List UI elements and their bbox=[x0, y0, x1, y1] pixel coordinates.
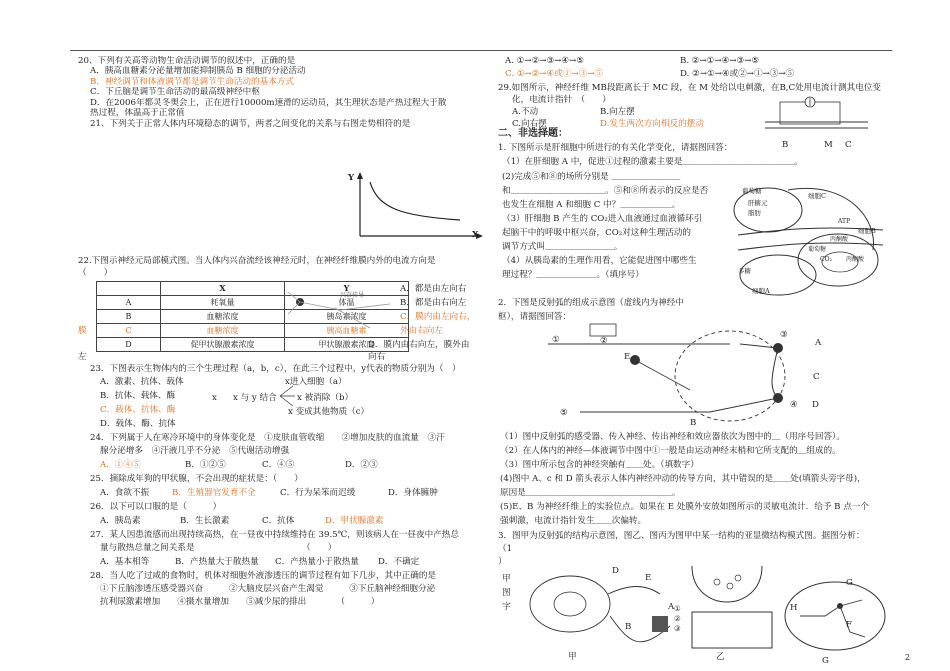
q24-option-b: B．①②⑤ bbox=[185, 460, 226, 470]
q23-process-x: x bbox=[212, 393, 217, 403]
q22-paren: （ ） bbox=[78, 268, 113, 278]
reflex-label: ③ bbox=[780, 330, 788, 340]
fig-yi-caption: 乙 bbox=[716, 652, 725, 662]
q20-option-d-cont: 热过程，体温高于正常值 bbox=[90, 108, 185, 119]
reflex-label: D bbox=[812, 400, 819, 410]
q22-option-c-cont: 外由右向左 bbox=[400, 326, 443, 336]
q29-label-c: C bbox=[845, 140, 852, 150]
liver-label: 多糖 bbox=[738, 267, 751, 275]
page-number: 2 bbox=[904, 653, 910, 663]
s1-q4: （4）从胰岛素的生理作用看，它能促进图中哪些生 bbox=[502, 256, 697, 266]
q23-option-d: D．载体、酶、抗体 bbox=[100, 419, 176, 429]
s1-q2: (2)完成⑤和⑧的场所分别是 ＿＿＿＿＿＿＿＿ bbox=[502, 172, 681, 182]
q29-diagram bbox=[760, 92, 875, 140]
table-cell: 血糖浓度 bbox=[161, 310, 285, 324]
s3-stem: 3．图甲为反射弧的结构示意图，图乙、图丙为图甲中某一结构的亚显微结构模式图。据图分析： bbox=[498, 531, 865, 541]
liver-label: 丙酮酸 bbox=[830, 236, 849, 243]
fig-jia-label: D bbox=[612, 566, 619, 576]
table-cell: 体温 bbox=[285, 296, 409, 310]
fig-jia-label: B bbox=[625, 622, 632, 632]
liver-label: CO₂ bbox=[820, 256, 832, 263]
table-cell: 促甲状腺激素浓度 bbox=[161, 338, 285, 352]
q29-option-c: C.向右摆 bbox=[512, 119, 547, 129]
reflex-label: E bbox=[624, 352, 631, 362]
q28-steps-cont: 抗利尿激素增加 ④摄水量增加 ⑤减少尿的排出 （ ） bbox=[100, 597, 380, 607]
q29-option-d: D.发生两次方向相反的摆动 bbox=[600, 119, 704, 129]
q25-option-c: C．行为呆笨而迟缓 bbox=[280, 488, 356, 498]
fig-bing-caption: G bbox=[822, 656, 829, 666]
table-cell: 胰岛素浓度 bbox=[285, 310, 409, 324]
q24-option-c: C．④⑤ bbox=[262, 460, 295, 470]
s2-q1: （1）图中反射弧的感受器、传入神经、传出神经和效应器依次为图中的＿（用序号回答）。 bbox=[500, 432, 845, 442]
q23-option-c: C．载体、抗体、酶 bbox=[100, 405, 176, 415]
table-cell: D bbox=[97, 338, 161, 352]
q25-option-b: B．生殖器官发育不全 bbox=[172, 488, 256, 498]
q23-process-b: x 被消除（b） bbox=[297, 393, 354, 403]
q20-option-c: C．下丘脑是调节生命活动的最高级神经中枢 bbox=[90, 87, 260, 98]
q24-option-a: A．①④⑤ bbox=[100, 460, 141, 470]
liver-label: 肝糖元 bbox=[748, 199, 768, 207]
section-title: 二、非选择题： bbox=[498, 128, 568, 139]
q26-option-b: B．生长激素 bbox=[180, 516, 230, 526]
q22-option-c: C．膜内由左向右， bbox=[400, 312, 476, 322]
reflex-label: ② bbox=[600, 336, 608, 346]
q27-option-a: A．基本相等 bbox=[100, 557, 150, 567]
q24-stem-cont: 腺分泌增多 ④汗液几乎不分泌 ⑤代谢活动增强 bbox=[100, 446, 290, 456]
q29-label-b: B bbox=[782, 140, 789, 150]
q20-stem: 20、下列有关高等动物生命活动调节的叙述中，正确的是 bbox=[78, 56, 296, 66]
q20-option-a: A．胰高血糖素分泌量增加能抑制胰岛 B 细胞的分泌活动 bbox=[90, 66, 306, 77]
q29-stem-cont: 化，电流计指针 （ ） bbox=[512, 95, 611, 105]
q22-stem: 22.下图示神经元局部模式图。当人体内兴奋流经该神经元时，在神经纤维膜内外的电流方向是 bbox=[78, 256, 436, 266]
q22-option-a: A．都是由左向右 bbox=[400, 284, 467, 294]
fig-yi-label: ② bbox=[674, 614, 681, 623]
fig-bing-label: G bbox=[846, 578, 853, 588]
fig-jia-diagram bbox=[520, 564, 680, 664]
q23-arrows bbox=[275, 382, 375, 412]
s2-stem-cont: 枢），请据图回答： bbox=[498, 312, 572, 322]
s2-q5-cont: 强刺激，电流计指针发生＿＿次偏转。 bbox=[500, 516, 647, 526]
reflex-label: B bbox=[690, 418, 697, 428]
q28-steps: ①下丘脑渗透压感受器兴奋 ②大脑皮层兴奋产生渴觉 ③下丘脑神经细胞分泌 bbox=[100, 584, 436, 594]
q21-axis-x: X bbox=[472, 230, 479, 240]
reflex-label: ① bbox=[552, 335, 560, 345]
q27-stem: 27．某人因患流感而出现持续高热，在一昼夜中持续维持在 39.5℃，则该病人在一昼夜中产热总 bbox=[90, 530, 459, 540]
left-column bbox=[78, 52, 478, 129]
liver-label: ATP bbox=[838, 218, 851, 225]
liver-label: 葡萄糖 bbox=[742, 187, 762, 195]
q27-stem-cont: 量与散热总量之间关系是 （ ） bbox=[100, 543, 337, 553]
s1-q2-cont: 和＿＿＿＿＿＿＿＿＿＿＿。⑤和⑧所表示的反应是否 bbox=[502, 186, 709, 196]
q23-option-b: B．抗体、载体、酶 bbox=[100, 391, 176, 401]
q21-stem: 21、下列关于正常人体内环境稳态的调节，两者之间变化的关系与右图走势相符的是 bbox=[90, 118, 411, 129]
fig-yi-diagram bbox=[672, 562, 782, 662]
q28-option-a: A. ①→②→③→④→⑤ bbox=[505, 56, 584, 66]
q29-label-m: M bbox=[824, 140, 833, 150]
s3-part1: （1 bbox=[498, 544, 513, 554]
q26-option-a: A．胰岛素 bbox=[100, 516, 141, 526]
reflex-arc-diagram bbox=[540, 320, 810, 432]
q26-option-c: C．抗体 bbox=[262, 516, 295, 526]
s2-q3: （3）图中所示包含的神经突触有＿＿处。（填数字） bbox=[500, 460, 699, 470]
s3-side: 字 bbox=[502, 602, 511, 612]
s1-stem: 1. 下图所示是肝细胞中所进行的有关化学变化，请据图回答： bbox=[498, 143, 733, 153]
q20-option-d: D．在2006年都灵冬奥会上，正在进行10000m速滑的运动员，其生理状态是产热过程大于散 bbox=[90, 97, 447, 108]
fig-bing-diagram bbox=[780, 572, 890, 662]
s3-side: 甲 bbox=[502, 574, 511, 584]
q28-option-b: B. ②→①→④→③→⑤ bbox=[680, 56, 760, 66]
q21-axis-y: Y bbox=[348, 173, 355, 183]
fig-jia-caption: 甲 bbox=[568, 652, 577, 662]
table-cell: 耗氧量 bbox=[161, 296, 285, 310]
s3-part1-close: ） bbox=[498, 557, 507, 567]
s2-q2: （2）在人体内的神经—体液调节中图中①一般是由运动神经末梢和它所支配的＿组成的。 bbox=[500, 446, 841, 456]
q23-process-c: x 变成其他物质（c） bbox=[288, 407, 370, 417]
table-cell: 甲状腺激素浓度 bbox=[285, 338, 409, 352]
table-cell: 胰高血糖素 bbox=[285, 324, 409, 338]
table-header bbox=[97, 282, 161, 296]
s2-q5: (5)E、B 为神经纤维上的实验位点。如果在 E 处膜外安放如图所示的灵敏电流计．给予 B 点一个 bbox=[500, 502, 869, 512]
q23-stem: 23．下图表示生物体内的三个生理过程（a，b，c），在此三个过程中，y代表的物质分别为（ ） bbox=[90, 364, 461, 374]
table-header: Y bbox=[285, 282, 409, 296]
q20-option-b: B．神经调节和体液调节都是调节生命活动的基本方式 bbox=[90, 76, 294, 87]
fig-jia-label: E bbox=[645, 573, 652, 583]
liver-label: 葡萄糖 bbox=[808, 246, 827, 253]
q25-stem: 25．摘除成年狗的甲状腺，不会出现的症状是：（ ） bbox=[90, 474, 303, 484]
liver-label: 细胞C bbox=[808, 192, 826, 200]
q28-option-d: D. ②→①→④或②→①→③→⑤ bbox=[680, 69, 795, 79]
fig-jia-label: A bbox=[668, 602, 675, 612]
reflex-label: A bbox=[815, 338, 822, 348]
q26-option-d: D．甲状腺激素 bbox=[325, 516, 384, 526]
q28-stem: 28．当人吃了过咸的食物时，机体对细胞外液渗透压的调节过程有如下几步，其中正确的是 bbox=[90, 571, 437, 581]
q23-process-bind: x 与 y 结合 bbox=[233, 393, 277, 403]
s2-stem: 2．下图是反射弧的组成示意图（虚线内为神经中 bbox=[498, 298, 684, 308]
header-rule bbox=[70, 50, 892, 51]
reflex-label: ④ bbox=[790, 400, 798, 410]
s1-q2-cont2: 也发生在细胞 A 和细胞 C 中？＿＿＿＿＿＿。 bbox=[502, 200, 681, 210]
q22-option-d: D．膜内由右向左，膜外由 bbox=[368, 340, 470, 350]
q22-diagram-label: 兴奋传导 bbox=[340, 292, 365, 299]
liver-label: 细胞B bbox=[858, 227, 876, 235]
table-cell: 血糖浓度 bbox=[161, 324, 285, 338]
q27-option-b: B．产热量大于散热量 bbox=[175, 557, 259, 567]
fig-bing-label: H bbox=[790, 603, 798, 613]
reflex-label: C bbox=[813, 372, 820, 382]
table-cell: B bbox=[97, 310, 161, 324]
q29-stem: 29.如图所示，神经纤维 MB段距离长于 MC 段，在 M 处给以电刺激，在B,C处用电流计测其电位变 bbox=[498, 83, 882, 93]
q29-option-a: A.不动 bbox=[512, 107, 539, 117]
q24-stem: 24．下列属于人在寒冷环境中的身体变化是 ①皮肤血管收缩 ②增加皮肤的血流量 ③汗 bbox=[90, 433, 445, 443]
q22-side-label: 膜 bbox=[78, 326, 87, 336]
s1-q1: （1）在肝细胞 A 中，促进①过程的激素主要是＿＿＿＿＿＿＿＿＿＿＿＿＿。 bbox=[502, 157, 803, 167]
q23-option-a: A．激素、抗体、载体 bbox=[100, 377, 184, 387]
s1-q3-cont2: 调节方式叫＿＿＿＿＿＿＿＿。 bbox=[502, 242, 623, 252]
q26-stem: 26．以下可以口服的是（ ） bbox=[90, 502, 222, 512]
s1-q3-cont: 起脑干中的呼吸中枢兴奋，CO₂对这种生理活动的 bbox=[502, 228, 691, 238]
q25-option-d: D．身体臃肿 bbox=[388, 488, 438, 498]
s2-q4-cont: 原因是＿＿＿＿＿＿＿＿＿＿＿＿＿＿＿＿＿。 bbox=[500, 488, 681, 498]
neuron-diagram bbox=[280, 284, 400, 330]
s1-q3: （3）肝细胞 B 产生的 CO₂进入血液通过血液循环引 bbox=[502, 214, 703, 224]
q25-option-a: A．食欲不振 bbox=[100, 488, 150, 498]
q29-option-b: B.向左摆 bbox=[600, 107, 635, 117]
reflex-label: ⑤ bbox=[560, 408, 568, 418]
table-row bbox=[97, 338, 409, 352]
q22-option-d-cont: 向右 bbox=[368, 352, 386, 362]
liver-label: 脂肪 bbox=[748, 209, 761, 217]
q28-option-c: C. ①→②→④或①→③→⑤ bbox=[505, 69, 604, 79]
q27-option-d: D．不确定 bbox=[378, 557, 420, 567]
s2-q4: (4)图中 A、c 和 D 箭头表示人体内神经冲动的传导方向，其中错误的是＿＿处(填箭头旁字母)， bbox=[500, 474, 866, 484]
liver-label: 细胞A bbox=[752, 287, 770, 295]
q23-process-a: x进入细胞（a） bbox=[285, 377, 347, 387]
s3-side: 图 bbox=[502, 588, 511, 598]
q22-side-label: 左 bbox=[78, 352, 87, 362]
table-header: X bbox=[161, 282, 285, 296]
liver-label: 丙酮酸 bbox=[846, 256, 865, 263]
fig-yi-label: ③ bbox=[674, 624, 681, 633]
fig-bing-label: F bbox=[846, 620, 852, 630]
s1-q4-cont: 理过程？＿＿＿＿＿＿＿。（填序号） bbox=[502, 270, 644, 280]
table-cell: C bbox=[97, 324, 161, 338]
q24-option-d: D．②③ bbox=[345, 460, 378, 470]
q22-option-b: B．都是由右向左 bbox=[400, 298, 467, 308]
table-cell: A bbox=[97, 296, 161, 310]
fig-yi-label: ① bbox=[674, 604, 681, 613]
q27-option-c: C．产热量小于散热量 bbox=[275, 557, 359, 567]
